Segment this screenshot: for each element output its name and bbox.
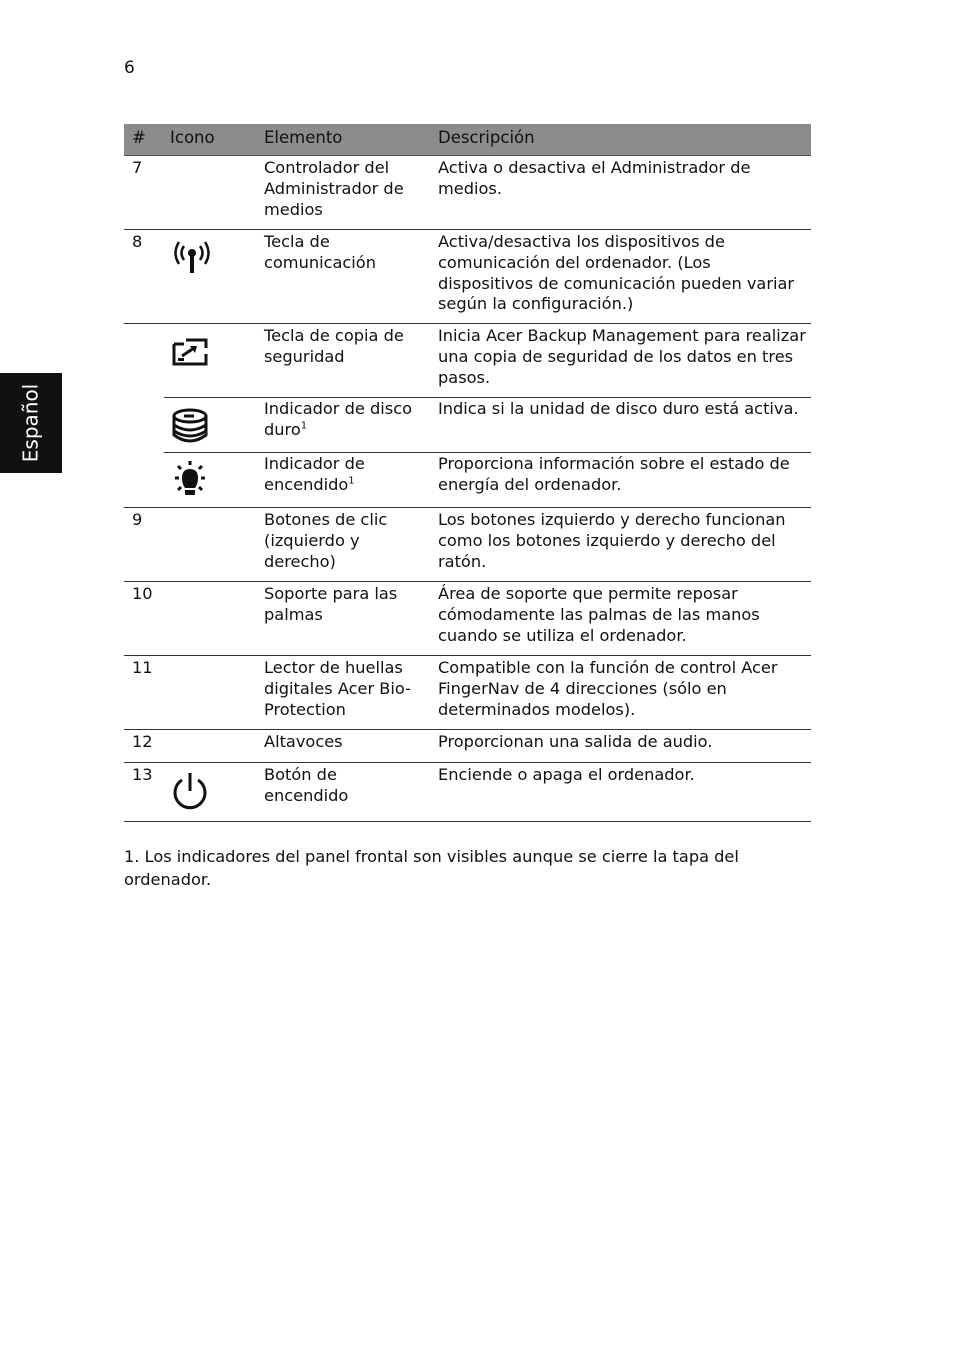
backup-icon [170,336,212,368]
page-number: 6 [124,58,135,78]
row-number: 13 [132,765,153,784]
table-row [124,452,811,508]
table-row [124,656,811,730]
row-description: Inicia Acer Backup Management para realizar una copia de seguridad de los datos en tres pasos. [438,326,806,387]
components-table [124,124,811,822]
row-description: Compatible con la función de control Acer FingerNav de 4 direcciones (sólo en determinados modelos). [438,658,778,719]
row-description: Indica si la unidad de disco duro está activa. [438,399,799,418]
table-row [124,730,811,763]
row-element: Altavoces [264,732,343,751]
row-description: Área de soporte que permite reposar cómodamente las palmas de las manos cuando se utiliza el ordenador. [438,584,760,645]
row-description: Proporciona información sobre el estado de energía del ordenador. [438,454,790,494]
row-number: 12 [132,732,153,751]
table-row [124,508,811,582]
row-element: Botones de clic (izquierdo y derecho) [264,510,388,571]
row-description: Los botones izquierdo y derecho funcionan como los botones izquierdo y derecho del ratón. [438,510,786,571]
power-button-icon [170,771,210,813]
language-tab [0,373,62,473]
table-row [124,230,811,324]
header-element: Elemento [264,128,343,147]
footnote: 1. Los indicadores del panel frontal son visibles aunque se cierre la tapa del ordenador. [124,847,739,889]
header-num: # [132,128,146,147]
table-row [124,763,811,822]
row-number: 11 [132,658,153,677]
row-element: Tecla de comunicación [264,232,376,272]
table-row [124,156,811,230]
wireless-communication-icon [170,238,214,276]
footnote-mark: 1 [300,420,308,432]
table-row [124,324,811,397]
row-element: Botón de encendido [264,765,349,805]
row-element: Tecla de copia de seguridad [264,326,404,366]
row-description: Enciende o apaga el ordenador. [438,765,695,784]
row-description: Activa o desactiva el Administrador de medios. [438,158,751,198]
table-row [124,397,811,452]
hard-disk-icon [170,407,210,445]
power-indicator-icon [170,460,210,500]
row-element: Indicador de encendido$^1$ [264,454,365,494]
row-description: Proporcionan una salida de audio. [438,732,713,751]
footnote-mark: 1 [348,475,355,487]
row-number: 7 [132,158,143,177]
row-element: Soporte para las palmas [264,584,398,624]
header-description: Descripción [438,128,535,147]
row-number: 10 [132,584,153,603]
row-element: Lector de huellas digitales Acer Bio-Protection [264,658,411,719]
row-number: 8 [132,232,143,251]
row-element: Controlador del Administrador de medios [264,158,404,219]
row-description: Activa/desactiva los dispositivos de comunicación del ordenador. (Los dispositivos de comunicación pueden variar según la configuración.) [438,232,795,314]
table-row [124,582,811,656]
table-header [124,124,811,156]
language-tab-label: Español [18,383,43,463]
header-icon: Icono [170,128,215,147]
row-number: 9 [132,510,143,529]
row-element: Indicador de disco duro$^1$ [264,399,412,439]
